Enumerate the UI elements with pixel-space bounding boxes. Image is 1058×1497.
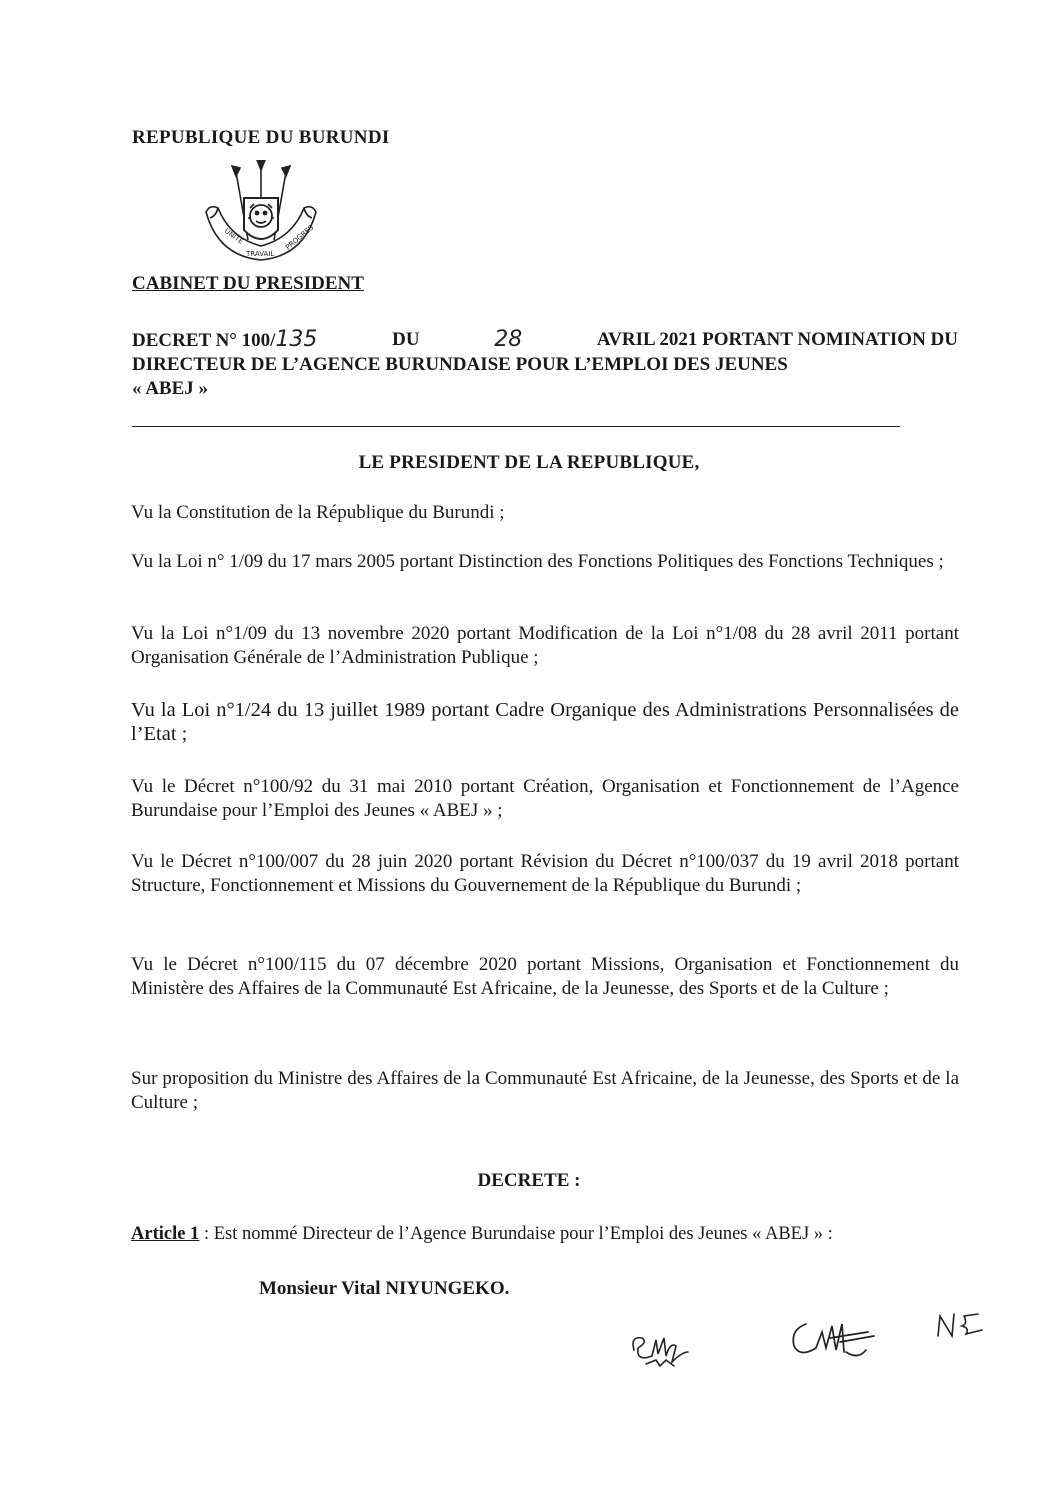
decrete-heading: DECRETE : [477, 1170, 581, 1191]
decree-title [132, 328, 958, 401]
decree-line3: « ABEJ » [132, 378, 209, 399]
article-1-text: : Est nommé Directeur de l’Agence Burundaise pour l’Emploi des Jeunes « ABEJ » : [199, 1224, 833, 1244]
decree-line1-rest: AVRIL 2021 PORTANT NOMINATION DU [596, 329, 958, 350]
emblem-motto-1: UNITE [222, 227, 245, 246]
decree-du: DU [392, 329, 420, 350]
consideration-2: Vu la Loi n° 1/09 du 17 mars 2005 portant Distinction des Fonctions Politiques des Fonctions Techniques ; [131, 551, 944, 572]
consideration-8: Sur proposition du Ministre des Affaires de la Communauté Est Africaine, de la Jeunesse, des Sports et de la Culture ; [131, 1068, 959, 1113]
nominee-name: Monsieur Vital NIYUNGEKO. [259, 1278, 510, 1299]
cabinet-heading: CABINET DU PRESIDENT [132, 273, 364, 294]
decree-prefix: DECRET N° 100/ [132, 330, 276, 351]
decree-number-handwritten: 135 [275, 327, 318, 352]
consideration-6: Vu le Décret n°100/007 du 28 juin 2020 portant Révision du Décret n°100/037 du 19 avril 2018 portant Structure, Fonctionnement et Missions du Gouvernement de la République du Burundi ; [131, 851, 959, 896]
signature-2 [786, 1312, 882, 1366]
article-1-label: Article 1 [131, 1224, 200, 1244]
consideration-3: Vu la Loi n°1/09 du 13 novembre 2020 portant Modification de la Loi n°1/08 du 28 avril 2011 portant Organisation Générale de l’Administration Publique ; [131, 623, 959, 668]
initials-signature [934, 1308, 990, 1344]
title-divider [132, 426, 900, 427]
decree-line2: DIRECTEUR DE L’AGENCE BURUNDAISE POUR L’EMPLOI DES JEUNES [132, 354, 788, 375]
decree-day-handwritten: 28 [494, 327, 523, 352]
signature-1 [626, 1322, 696, 1372]
coat-of-arms-emblem [196, 160, 326, 272]
consideration-7: Vu le Décret n°100/115 du 07 décembre 2020 portant Missions, Organisation et Fonctionnement du Ministère des Affaires de la Communauté Est Africaine, de la Jeunesse, des Sports et de la Culture ; [131, 954, 959, 999]
president-heading: LE PRESIDENT DE LA REPUBLIQUE, [358, 452, 700, 473]
emblem-motto-3: PROGRES [284, 223, 316, 252]
consideration-1: Vu la Constitution de la République du Burundi ; [131, 502, 505, 523]
consideration-5: Vu le Décret n°100/92 du 31 mai 2010 portant Création, Organisation et Fonctionnement de l’Agence Burundaise pour l’Emploi des Jeunes « ABEJ » ; [131, 776, 959, 821]
article-1 [131, 1224, 971, 1245]
consideration-4: Vu la Loi n°1/24 du 13 juillet 1989 portant Cadre Organique des Administrations Personnalisées de l’Etat ; [131, 699, 959, 745]
emblem-motto-2: TRAVAIL [246, 250, 275, 258]
republic-heading: REPUBLIQUE DU BURUNDI [132, 127, 390, 148]
